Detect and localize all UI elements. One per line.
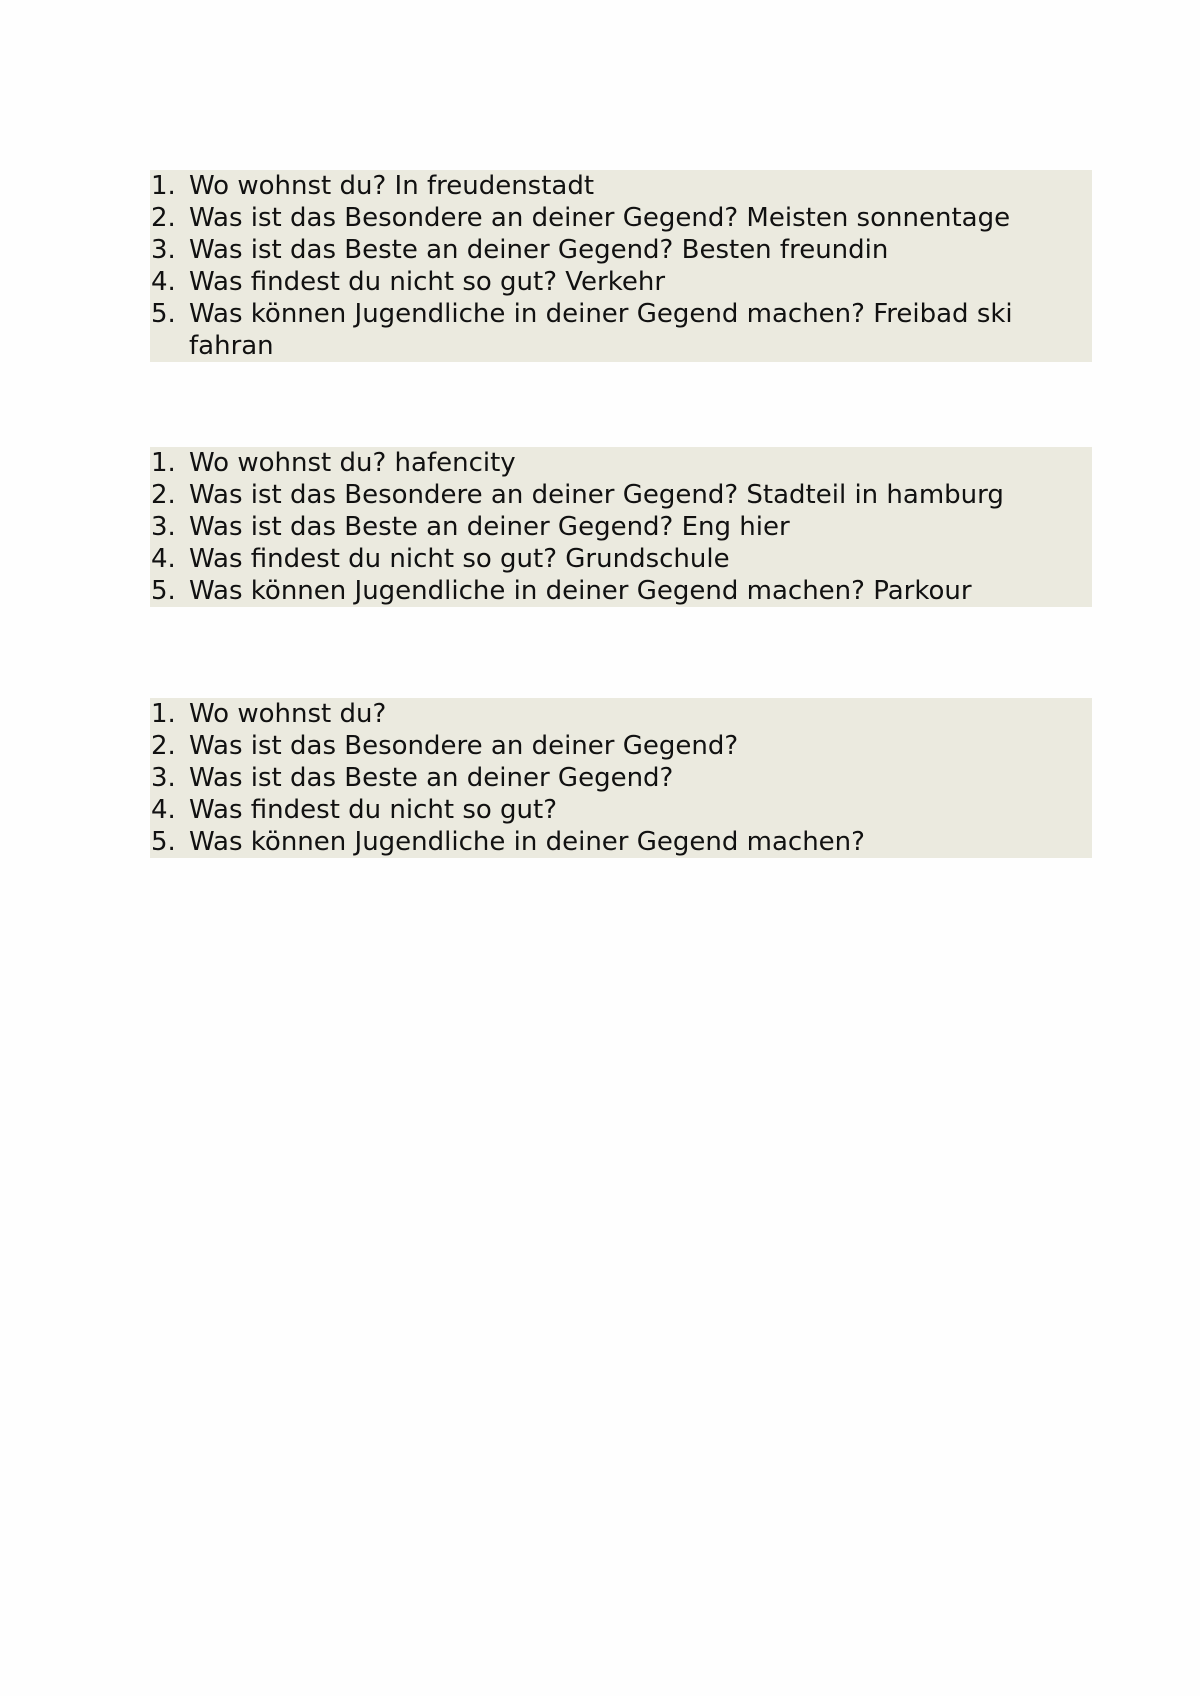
item-text: Wo wohnst du? hafencity [189,448,516,478]
question-list [150,698,1092,858]
item-number: 5. [151,827,176,857]
item-text: Was ist das Besondere an deiner Gegend? [189,731,739,761]
question-list [150,170,1092,362]
list-item [150,826,1092,858]
qa-block-3 [150,698,1092,858]
list-item [150,575,1092,607]
item-number: 2. [151,731,176,761]
item-text: Wo wohnst du? [189,699,387,729]
list-item [150,479,1092,511]
list-item [150,234,1092,266]
item-number: 1. [151,448,176,478]
item-text: Was ist das Beste an deiner Gegend? Besten freundin [189,235,889,265]
item-number: 1. [151,699,176,729]
item-number: 5. [151,576,176,606]
item-text: Was ist das Beste an deiner Gegend? Eng hier [189,512,790,542]
item-text: Was können Jugendliche in deiner Gegend machen? Parkour [189,576,972,606]
item-number: 1. [151,171,176,201]
item-text: Wo wohnst du? In freudenstadt [189,171,595,201]
qa-block-1 [150,170,1092,362]
item-number: 4. [151,544,176,574]
list-item [150,794,1092,826]
item-text: Was findest du nicht so gut? Verkehr [189,267,666,297]
list-item [150,447,1092,479]
list-item [150,170,1092,202]
list-item [150,698,1092,730]
list-item [150,298,1092,362]
list-item [150,543,1092,575]
list-item [150,762,1092,794]
item-number: 2. [151,480,176,510]
item-text: Was können Jugendliche in deiner Gegend machen? Freibad ski fahran [189,299,1013,361]
item-text: Was findest du nicht so gut? [189,795,558,825]
list-item [150,202,1092,234]
item-number: 2. [151,203,176,233]
item-text: Was können Jugendliche in deiner Gegend machen? [189,827,865,857]
item-text: Was findest du nicht so gut? Grundschule [189,544,730,574]
qa-block-2 [150,447,1092,607]
item-number: 5. [151,299,176,329]
item-number: 4. [151,795,176,825]
list-item [150,511,1092,543]
item-number: 3. [151,763,176,793]
question-list [150,447,1092,607]
list-item [150,730,1092,762]
item-text: Was ist das Besondere an deiner Gegend? Meisten sonnentage [189,203,1011,233]
item-number: 3. [151,512,176,542]
item-text: Was ist das Besondere an deiner Gegend? Stadteil in hamburg [189,480,1004,510]
list-item [150,266,1092,298]
item-number: 3. [151,235,176,265]
item-text: Was ist das Beste an deiner Gegend? [189,763,674,793]
item-number: 4. [151,267,176,297]
